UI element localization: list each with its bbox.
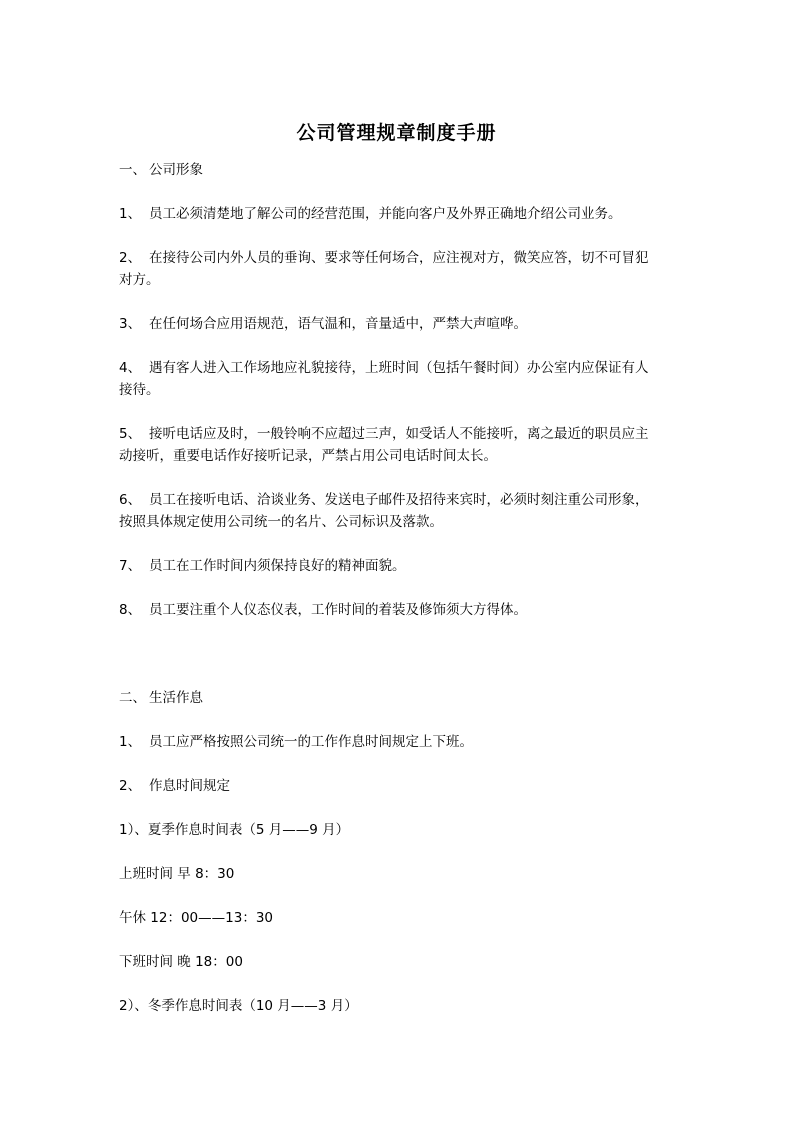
item-text: 员工必须清楚地了解公司的经营范围，并能向客户及外界正确地介绍公司业务。 (149, 206, 622, 222)
summer-schedule-title: 1）、夏季作息时间表（5 月——9 月） (119, 822, 350, 838)
list-item-continuation: 动接听，重要电话作好接听记录，严禁占用公司电话时间太长。 (119, 448, 497, 464)
list-item (119, 247, 679, 269)
list-item-continuation: 接待。 (119, 382, 160, 398)
item-number: 3、 (119, 316, 142, 332)
section-heading-company-image (119, 159, 679, 181)
section-heading-text: 公司形象 (149, 162, 203, 178)
work-end-time: 下班时间 晚 18：00 (119, 954, 243, 970)
item-text: 员工在工作时间内须保持良好的精神面貌。 (149, 558, 406, 574)
item-number: 6、 (119, 492, 142, 508)
list-item (119, 775, 679, 797)
item-number: 1、 (119, 734, 142, 750)
document-title: 公司管理规章制度手册 (296, 122, 497, 144)
item-text: 在任何场合应用语规范，语气温和，音量适中，严禁大声喧哗。 (149, 316, 527, 332)
item-number: 7、 (119, 558, 142, 574)
item-text: 作息时间规定 (149, 778, 230, 794)
list-item (119, 599, 679, 621)
list-item-continuation: 对方。 (119, 272, 160, 288)
list-item-continuation: 按照具体规定使用公司统一的名片、公司标识及落款。 (119, 514, 443, 530)
item-number: 4、 (119, 360, 142, 376)
section-heading-text: 生活作息 (149, 690, 203, 706)
list-item (119, 555, 679, 577)
section-number: 二、 (119, 690, 146, 706)
item-number: 1、 (119, 206, 142, 222)
work-start-time: 上班时间 早 8：30 (119, 866, 235, 882)
item-number: 5、 (119, 426, 142, 442)
list-item (119, 731, 679, 753)
item-text-line1: 遇有客人进入工作场地应礼貌接待，上班时间（包括午餐时间）办公室内应保证有人 (149, 360, 649, 376)
item-text: 员工要注重个人仪态仪表，工作时间的着装及修饰须大方得体。 (149, 602, 527, 618)
winter-schedule-title: 2）、冬季作息时间表（10 月——3 月） (119, 998, 358, 1014)
section-number: 一、 (119, 162, 146, 178)
item-number: 2、 (119, 778, 142, 794)
item-text-line1: 员工在接听电话、洽谈业务、发送电子邮件及招待来宾时，必须时刻注重公司形象， (149, 492, 649, 508)
list-item (119, 423, 679, 445)
list-item (119, 313, 679, 335)
section-heading-daily-schedule (119, 687, 679, 709)
item-text-line1: 接听电话应及时，一般铃响不应超过三声，如受话人不能接听，离之最近的职员应主 (149, 426, 649, 442)
noon-break-time: 午休 12：00——13：30 (119, 910, 274, 926)
list-item (119, 489, 679, 511)
item-text-line1: 在接待公司内外人员的垂询、要求等任何场合，应注视对方，微笑应答，切不可冒犯 (149, 250, 649, 266)
list-item (119, 357, 679, 379)
item-text: 员工应严格按照公司统一的工作作息时间规定上下班。 (149, 734, 473, 750)
list-item (119, 203, 679, 225)
item-number: 2、 (119, 250, 142, 266)
item-number: 8、 (119, 602, 142, 618)
